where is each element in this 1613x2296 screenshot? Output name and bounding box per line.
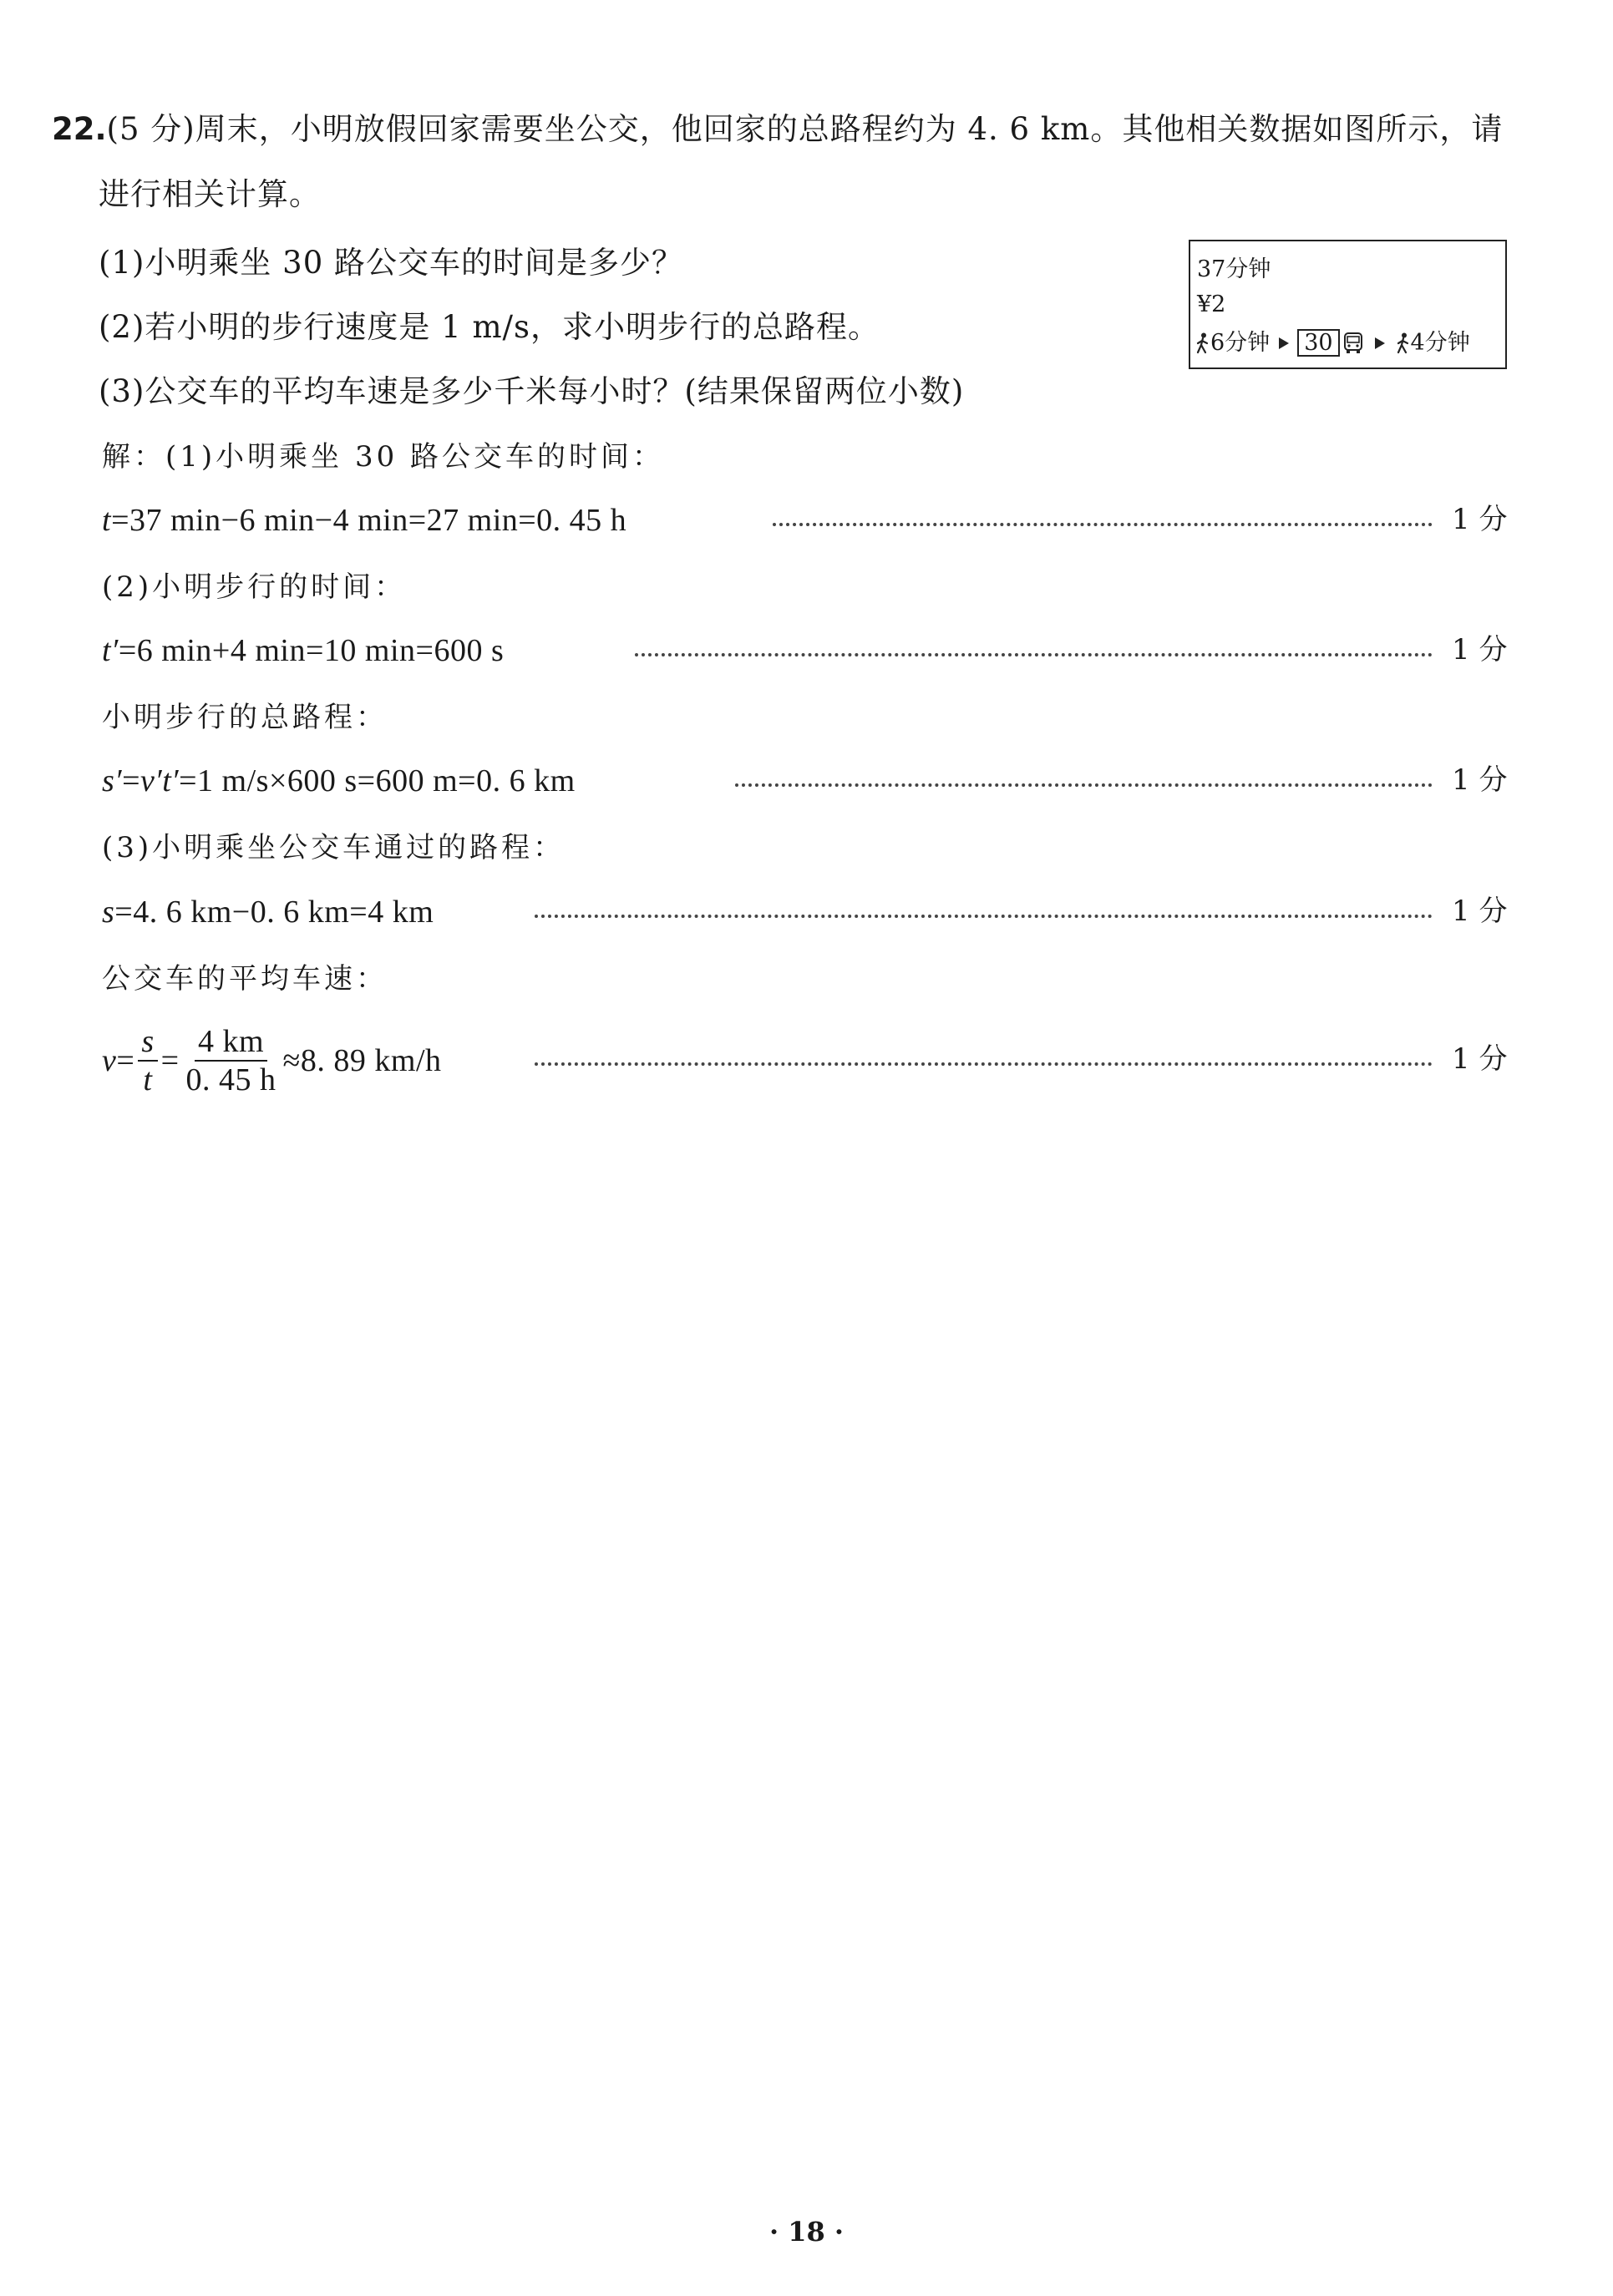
arrow-right-icon xyxy=(1278,337,1290,350)
equals-sign: = xyxy=(160,1043,180,1078)
dotted-leader xyxy=(635,653,1433,656)
solution-step3b-heading: 公交车的平均车速： xyxy=(102,962,388,996)
solution-step2b-equation xyxy=(102,765,576,797)
score-label: 1 分 xyxy=(1452,633,1508,666)
fraction-values xyxy=(183,1026,280,1096)
var-s: s xyxy=(102,895,115,930)
bus-icon xyxy=(1342,332,1364,355)
score-label: 1 分 xyxy=(1452,895,1508,928)
walking-person-icon xyxy=(1396,332,1411,354)
page-number: · 18 · xyxy=(768,2216,845,2248)
walk1-duration: 6分钟 xyxy=(1210,330,1271,356)
var-v-prime-t-prime: v′t′ xyxy=(140,763,180,798)
dotted-leader xyxy=(535,915,1433,918)
var-t: t xyxy=(102,503,112,538)
solution-step1-heading: 解：(1)小明乘坐 30 路公交车的时间： xyxy=(102,440,665,474)
dotted-leader xyxy=(735,783,1433,787)
equals-sign: = xyxy=(122,763,141,798)
walk2-duration: 4分钟 xyxy=(1410,330,1470,356)
var-s-prime: s′ xyxy=(102,763,123,798)
var-v: v xyxy=(102,1043,117,1078)
fraction-denominator: 0. 45 h xyxy=(185,1062,276,1097)
solution-step2-heading: (2)小明步行的时间： xyxy=(102,570,407,604)
question-part2: (2)若小明的步行速度是 1 m/s，求小明步行的总路程。 xyxy=(99,309,880,345)
arrow-right-icon xyxy=(1374,337,1386,350)
score-label: 1 分 xyxy=(1452,503,1508,536)
dotted-leader xyxy=(773,523,1433,526)
equation-rest: =6 min+4 min=10 min=600 s xyxy=(118,633,505,668)
solution-step3-equation xyxy=(102,896,434,928)
equation-rest: =1 m/s×600 s=600 m=0. 6 km xyxy=(179,763,576,798)
equals-sign: = xyxy=(116,1043,135,1078)
route-steps xyxy=(1195,329,1470,357)
solution-step2-equation xyxy=(102,635,504,666)
question-part1: (1)小明乘坐 30 路公交车的时间是多少？ xyxy=(99,245,684,281)
question-part3: (3)公交车的平均车速是多少千米每小时？(结果保留两位小数) xyxy=(99,373,965,409)
fraction-numerator: s xyxy=(138,1026,157,1062)
solution-step1-equation xyxy=(102,504,626,536)
question-intro-text: (5 分)周末，小明放假回家需要坐公交，他回家的总路程约为 4. 6 km。其他相关数据如图所示，请 xyxy=(106,111,1504,147)
walking-person-icon xyxy=(1195,332,1210,354)
equation-rest: =37 min−6 min−4 min=27 min=0. 45 h xyxy=(111,503,627,538)
question-intro-line2: 进行相关计算。 xyxy=(99,176,321,212)
var-t-prime: t′ xyxy=(102,633,119,668)
fraction-s-over-t xyxy=(138,1026,157,1096)
fraction-numerator: 4 km xyxy=(195,1026,267,1062)
route-fare: ¥2 xyxy=(1197,291,1226,317)
bus-number: 30 xyxy=(1297,329,1339,357)
solution-step3-heading: (3)小明乘坐公交车通过的路程： xyxy=(102,831,566,864)
route-time: 37分钟 xyxy=(1197,256,1271,282)
solution-step3b-equation xyxy=(102,1026,442,1096)
route-info-box xyxy=(1189,240,1507,369)
dotted-leader xyxy=(535,1062,1433,1066)
score-label: 1 分 xyxy=(1452,1042,1508,1076)
fraction-denominator: t xyxy=(143,1062,153,1097)
question-intro-line1 xyxy=(52,111,1504,147)
result-value: ≈8. 89 km/h xyxy=(282,1043,442,1078)
question-number: 22. xyxy=(52,111,107,147)
score-label: 1 分 xyxy=(1452,763,1508,797)
solution-step2b-heading: 小明步行的总路程： xyxy=(102,701,388,734)
equation-rest: =4. 6 km−0. 6 km=4 km xyxy=(114,895,434,930)
